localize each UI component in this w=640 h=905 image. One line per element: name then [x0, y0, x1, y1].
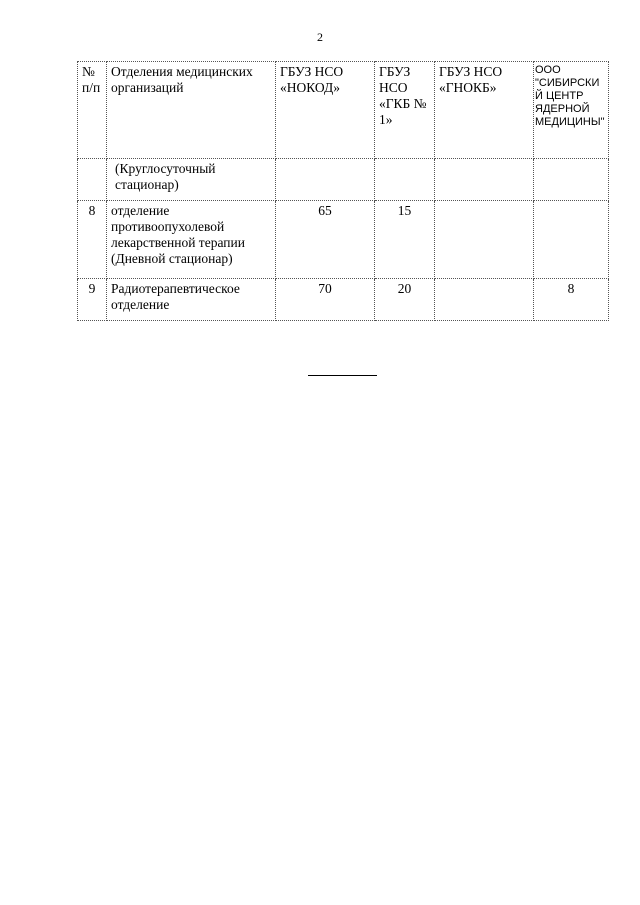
cell-num: 9: [78, 279, 107, 321]
cell-num: [78, 159, 107, 201]
end-of-document-rule: [308, 375, 377, 376]
cell-num: 8: [78, 201, 107, 279]
header-departments: Отделения медицинских организаций: [107, 62, 276, 159]
table-row: [78, 279, 609, 321]
header-nokod: ГБУЗ НСО «НОКОД»: [276, 62, 375, 159]
cell-gnokb: [435, 201, 534, 279]
header-sibir-center: ООО "СИБИРСКИЙ ЦЕНТР ЯДЕРНОЙ МЕДИЦИНЫ": [534, 62, 609, 159]
table-header-row: [78, 62, 609, 159]
table-row: [78, 159, 609, 201]
cell-nokod: [276, 159, 375, 201]
cell-department: Радиотерапевтическое отделение: [107, 279, 276, 321]
cell-department: отделение противоопухолевой лекарственной терапии (Дневной стационар): [107, 201, 276, 279]
cell-nokod: 70: [276, 279, 375, 321]
cell-sibir: 8: [534, 279, 609, 321]
header-gnokb: ГБУЗ НСО «ГНОКБ»: [435, 62, 534, 159]
beds-allocation-table: [77, 61, 609, 321]
table-row: [78, 201, 609, 279]
cell-gkb1: 20: [375, 279, 435, 321]
header-num: № п/п: [78, 62, 107, 159]
cell-sibir: [534, 201, 609, 279]
page-number: 2: [317, 30, 323, 44]
cell-department: (Круглосуточный стационар): [107, 159, 276, 201]
cell-gkb1: 15: [375, 201, 435, 279]
cell-nokod: 65: [276, 201, 375, 279]
cell-gnokb: [435, 279, 534, 321]
cell-gkb1: [375, 159, 435, 201]
header-gkb1: ГБУЗ НСО «ГКБ № 1»: [375, 62, 435, 159]
cell-sibir: [534, 159, 609, 201]
cell-gnokb: [435, 159, 534, 201]
